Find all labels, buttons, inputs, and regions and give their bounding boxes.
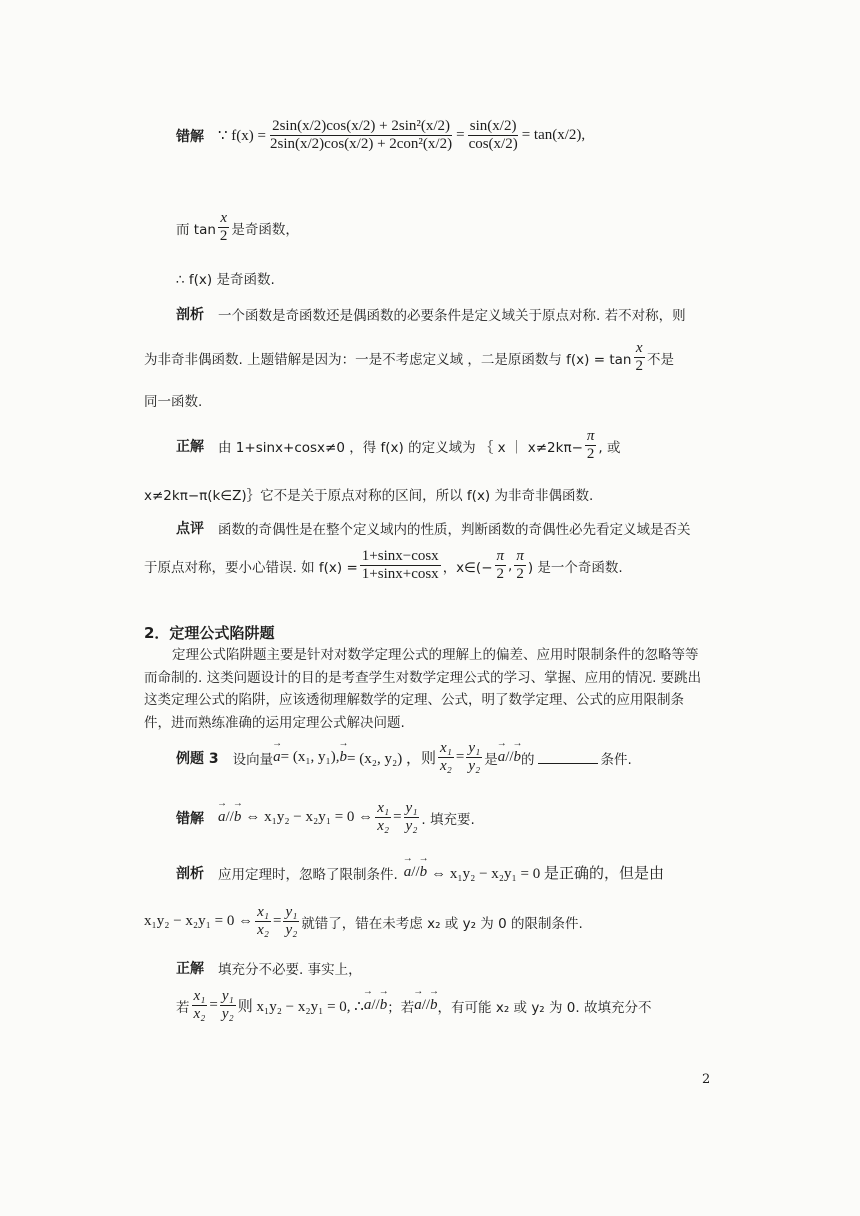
fraction-x-over-2-b bbox=[633, 340, 645, 376]
formula-lead: ∵ f(x) = bbox=[218, 128, 266, 145]
s2-cuojie-text-b: . 填充要. bbox=[421, 811, 475, 828]
li3-text-f: 条件. bbox=[600, 751, 632, 768]
denominator-y2: y₂ bbox=[468, 758, 481, 775]
section-2-title: 2．定理公式陷阱题 bbox=[144, 624, 275, 642]
s2-pouxi-text-b: ⇔ x₁y₂ − x₂y₁ = 0 是正确的，但是由 bbox=[431, 866, 664, 882]
numerator-y1: y₁ bbox=[466, 740, 482, 758]
fraction-y1-y2 bbox=[283, 904, 299, 940]
vector-a: → a bbox=[414, 997, 422, 1014]
li3-line: 例题 3 设向量 → a = (x₁, y₁), → b = (x₂, y₂) ，则 $\frac{\text{x₁}}{\text{x₂}}$ = $\frac{\text{y₁}}{\text{y₂}}$ 是 → a // → b 的 条件. bbox=[176, 740, 632, 776]
numerator-y1: y₁ bbox=[283, 904, 299, 922]
dianping-text-2d: ) 是一个奇函数. bbox=[527, 559, 623, 576]
dianping-text-2c: , bbox=[508, 557, 513, 574]
numerator-pi: π bbox=[514, 548, 526, 566]
denominator-y2: y₂ bbox=[285, 922, 298, 939]
formula-tail: = tan(x/2), bbox=[521, 127, 586, 144]
fraction-1 bbox=[268, 118, 454, 154]
parallel-sign: // bbox=[411, 864, 420, 880]
s2-zhengjie-text-c: 则 x₁y₂ − x₂y₁ = 0, ∴ bbox=[237, 999, 364, 1016]
li3-text-d: 是 bbox=[484, 751, 498, 768]
fraction-example bbox=[360, 548, 441, 584]
zhengjie-line-2: x≠2kπ−π(k∈Z)｝它不是关于原点对称的区间，所以 f(x) 为非奇非偶函数. bbox=[144, 488, 594, 504]
li3-text-e: 的 bbox=[521, 751, 535, 768]
denominator-x2: x₂ bbox=[257, 922, 269, 939]
zhengjie-text-1b: , 或 bbox=[598, 439, 621, 456]
numerator-y1: y₁ bbox=[220, 988, 236, 1006]
s2-zhengjie-text-b: 若 bbox=[176, 999, 190, 1016]
zhengjie-text-1a: 由 1+sinx+cosx≠0 ，得 f(x) 的定义域为 ｛ x ｜ x≠2kπ− bbox=[218, 439, 583, 456]
er-tail: 是奇函数， bbox=[231, 221, 299, 238]
fraction-x1-x2 bbox=[192, 988, 208, 1024]
dianping-line-2 bbox=[144, 548, 623, 584]
fraction-y1-y2 bbox=[404, 800, 420, 836]
pouxi-line-1 bbox=[176, 304, 686, 324]
vector-b: → b bbox=[380, 997, 388, 1014]
fraction-1-numerator: 2sin(x/2)cos(x/2) + 2sin²(x/2) bbox=[270, 118, 452, 136]
vector-b: → b bbox=[420, 864, 428, 881]
fraction-x1-x2 bbox=[255, 904, 271, 940]
fraction-pi-over-2 bbox=[585, 428, 597, 464]
denominator-y2: y₂ bbox=[405, 818, 418, 835]
dianping-text-2a: 于原点对称，要小心错误. 如 f(x) = bbox=[144, 559, 358, 576]
er-lead: 而 tan bbox=[176, 221, 216, 238]
cuojie-line-1 bbox=[176, 118, 585, 154]
numerator-pi: π bbox=[495, 548, 507, 566]
numerator-x1: x₁ bbox=[192, 988, 208, 1006]
parallel-sign: // bbox=[225, 809, 234, 826]
denominator-2: 2 bbox=[586, 446, 595, 463]
answer-blank bbox=[538, 751, 598, 764]
denominator-x2: x₂ bbox=[439, 758, 452, 775]
dianping-text-1: 函数的奇偶性是在整个定义域内的性质，判断函数的奇偶性必先看定义域是否关 bbox=[218, 522, 691, 538]
fraction-2 bbox=[467, 118, 520, 154]
s2-zhengjie-label: 正解 bbox=[176, 961, 204, 977]
fraction-pi-over-2-right bbox=[514, 548, 526, 584]
fraction-x1-x2 bbox=[438, 740, 454, 776]
suoyi-line: ∴ f(x) 是奇函数. bbox=[176, 272, 275, 288]
pouxi-line-3: 同一函数. bbox=[144, 394, 203, 410]
vector-b: → b bbox=[514, 749, 522, 766]
pouxi-text-1: 一个函数是奇函数还是偶函数的必要条件是定义域关于原点对称. 若不对称，则 bbox=[218, 308, 686, 324]
pouxi-text-2a: 为非奇非偶函数. 上题错解是因为：一是不考虑定义域 ，二是原函数与 f(x) = tan bbox=[144, 351, 632, 368]
denominator-2: 2 bbox=[496, 566, 505, 583]
example-denominator: 1+sinx+cosx bbox=[361, 566, 439, 583]
parallel-sign: // bbox=[371, 997, 380, 1014]
denominator-x2: x₂ bbox=[377, 818, 390, 835]
cuojie-label: 错解 bbox=[176, 128, 204, 145]
fraction-y1-y2 bbox=[466, 740, 482, 776]
vector-a: → a bbox=[498, 749, 506, 766]
dianping-line-1 bbox=[176, 518, 691, 538]
numerator-x1: x₁ bbox=[375, 800, 391, 818]
denominator-2: 2 bbox=[219, 228, 228, 245]
pouxi-label: 剖析 bbox=[176, 307, 204, 323]
s2-cuojie-label: 错解 bbox=[176, 810, 204, 827]
dianping-text-2b: ，x∈(− bbox=[442, 559, 493, 576]
vector-a: → a bbox=[364, 997, 372, 1014]
example-numerator: 1+sinx−cosx bbox=[360, 548, 441, 566]
li3-text-c: = (x₂, y₂) ，则 bbox=[347, 751, 436, 768]
vector-a: → a bbox=[273, 749, 281, 766]
page-number: 2 bbox=[702, 1072, 711, 1087]
zhengjie-line-1 bbox=[176, 428, 621, 464]
numerator-x1: x₁ bbox=[438, 740, 454, 758]
section-2-paragraph: 定理公式陷阱题主要是针对对数学定理公式的理解上的偏差、应用时限制条件的忽略等等而命制的. 这类问题设计的目的是考查学生对数学定理公式的学习、掌握、应用的情况. 要跳出这类定理公式的陷阱，应该透彻理解数学的定理、公式，明了数学定理、公式的应用限制条件，进而熟练准确的运用定理公式解决问题. bbox=[144, 647, 702, 731]
denominator-2: 2 bbox=[635, 358, 643, 375]
vector-a: → a bbox=[404, 864, 412, 881]
s2-zhengjie-line-1 bbox=[176, 958, 362, 978]
fraction-pi-over-2-left bbox=[495, 548, 507, 584]
li3-text-a: 设向量 bbox=[232, 751, 274, 768]
vector-b: → b bbox=[340, 749, 348, 766]
denominator-y2: y₂ bbox=[221, 1006, 234, 1023]
denominator-x2: x₂ bbox=[193, 1006, 206, 1023]
s2-pouxi-text-c: x₁y₂ − x₂y₁ = 0 ⇔ bbox=[144, 913, 254, 930]
vector-b: → b bbox=[430, 997, 438, 1014]
numerator-x1: x₁ bbox=[255, 904, 271, 922]
vector-a: → a bbox=[218, 809, 226, 826]
parallel-sign: // bbox=[421, 997, 431, 1014]
pouxi-line-2 bbox=[144, 340, 674, 376]
fraction-2-numerator: sin(x/2) bbox=[468, 118, 519, 136]
zhengjie-label: 正解 bbox=[176, 438, 204, 455]
parallel-sign: // bbox=[505, 749, 514, 766]
s2-pouxi-line-2: x₁y₂ − x₂y₁ = 0 ⇔ $\frac{\text{x₁}}{\text{x₂}}$ = $\frac{\text{y₁}}{\text{y₂}}$ 就错了，错在未考虑 x₂ 或 y₂ 为 0 的限制条件. bbox=[144, 904, 583, 939]
s2-zhengjie-text-a: 填充分不必要. 事实上， bbox=[218, 962, 362, 978]
s2-pouxi-label: 剖析 bbox=[176, 865, 204, 882]
numerator-y1: y₁ bbox=[404, 800, 420, 818]
s2-zhengjie-text-e: ，有可能 x₂ 或 y₂ 为 0. 故填充分不 bbox=[437, 999, 652, 1016]
pouxi-text-2b: 不是 bbox=[646, 351, 674, 368]
vector-b: → b bbox=[234, 809, 242, 826]
s2-cuojie-text-a: ⇔ x₁y₂ − x₂y₁ = 0 ⇔ bbox=[245, 809, 374, 826]
s2-pouxi-line-1 bbox=[176, 862, 664, 883]
fraction-x1-x2 bbox=[375, 800, 391, 836]
fraction-2-denominator: cos(x/2) bbox=[468, 136, 518, 153]
equals-sign: = bbox=[456, 127, 465, 144]
li3-text-b: = (x₁, y₁), bbox=[280, 749, 340, 766]
fraction-x-over-2 bbox=[218, 210, 230, 246]
numerator-x: x bbox=[634, 340, 645, 358]
s2-cuojie-line: 错解 → a // → b ⇔ x₁y₂ − x₂y₁ = 0 ⇔ $\frac{\text{x₁}}{\text{x₂}}$ = $\frac{\text{y₁}}{\text{y₂}}$ . 填充要. bbox=[176, 800, 475, 836]
s2-zhengjie-text-d: ；若 bbox=[387, 999, 415, 1016]
fraction-y1-y2 bbox=[220, 988, 236, 1024]
er-line bbox=[176, 210, 299, 246]
fraction-1-denominator: 2sin(x/2)cos(x/2) + 2con²(x/2) bbox=[270, 136, 453, 153]
s2-pouxi-text-d: 就错了，错在未考虑 x₂ 或 y₂ 为 0 的限制条件. bbox=[301, 915, 583, 932]
li3-label: 例题 3 bbox=[176, 750, 219, 767]
numerator-pi: π bbox=[585, 428, 597, 446]
numerator-x: x bbox=[218, 210, 229, 228]
s2-pouxi-text-a: 应用定理时，忽略了限制条件. bbox=[218, 866, 398, 883]
s2-zhengjie-line-2: 若 $\frac{\text{x₁}}{\text{x₂}}$ = $\frac{\text{y₁}}{\text{y₂}}$ 则 x₁y₂ − x₂y₁ = 0, ∴ → a // → b ；若 → a // → b ，有可能 x₂ 或 y₂ 为 0. 故填充分不 bbox=[176, 988, 651, 1024]
denominator-2: 2 bbox=[516, 566, 524, 583]
dianping-label: 点评 bbox=[176, 521, 204, 537]
